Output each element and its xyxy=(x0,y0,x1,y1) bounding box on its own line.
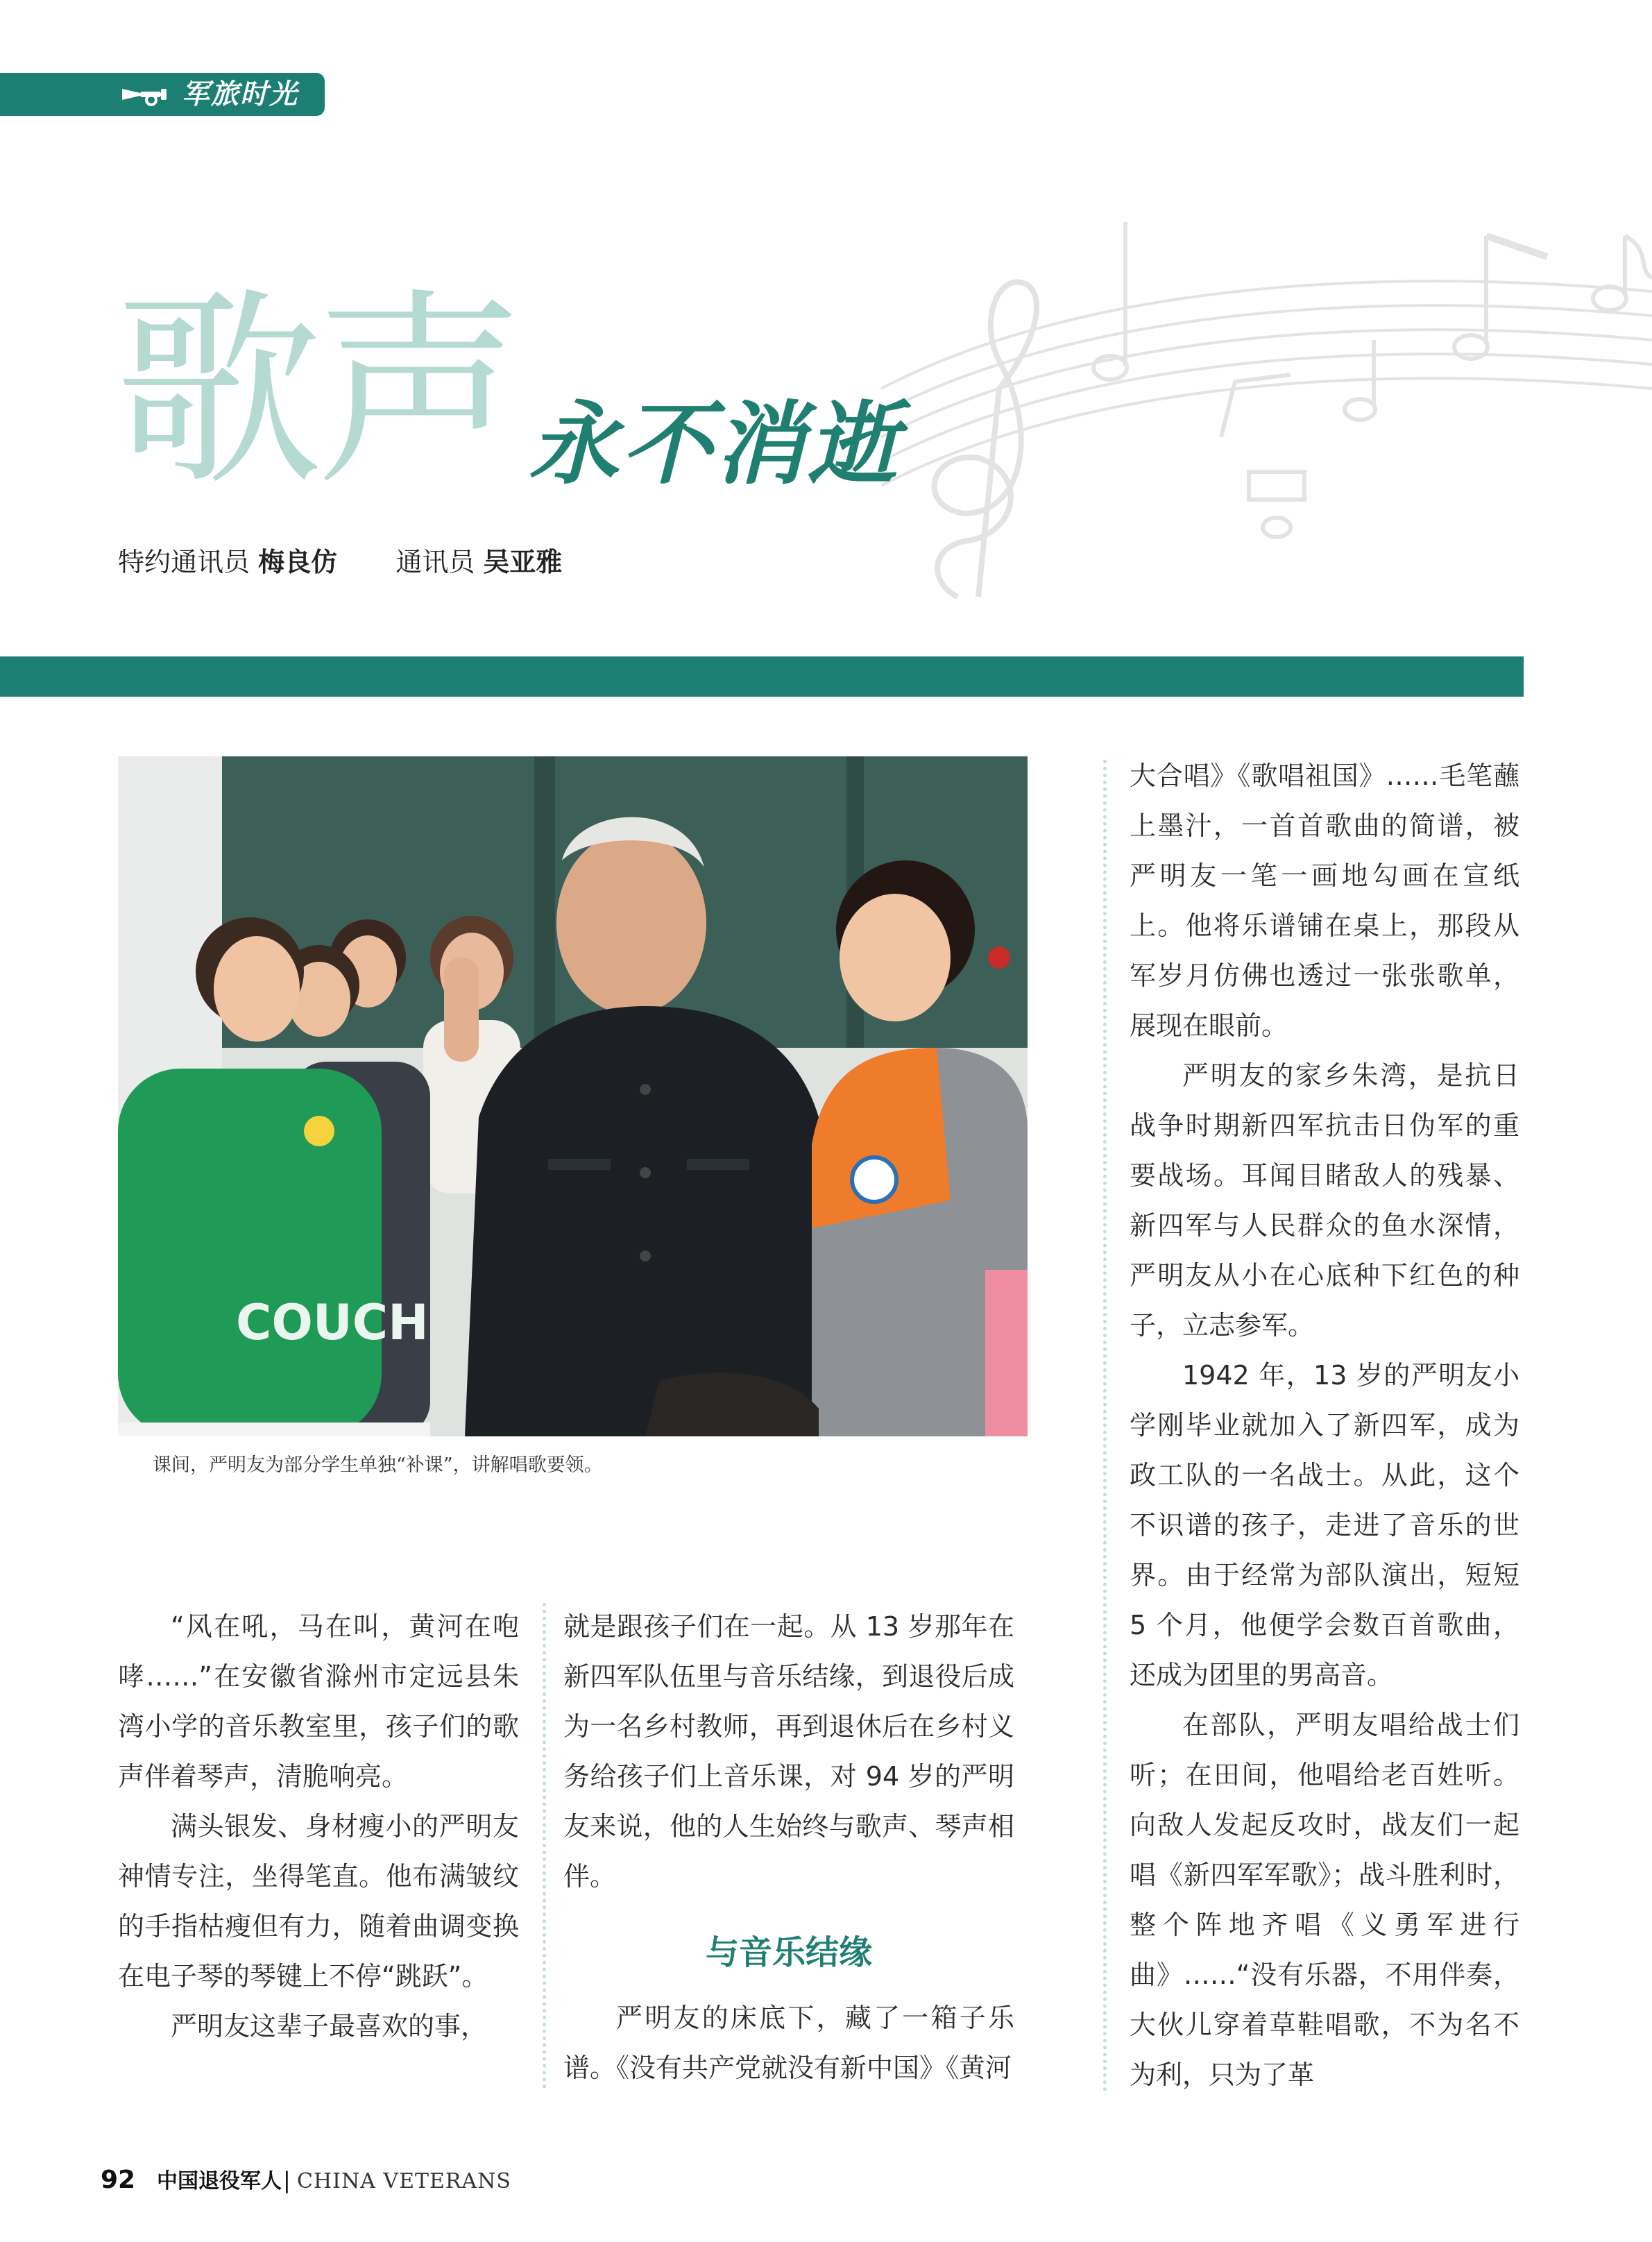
paragraph: 1942 年，13 岁的严明友小学刚毕业就加入了新四军，成为政工队的一名战士。从此，这个不识谱的孩子，走进了音乐的世界。由于经常为部队演出，短短 5 个月，他便学会数百首歌曲，还成为团里的男高音。 xyxy=(1130,1360,1519,1690)
header-band xyxy=(0,656,1524,697)
music-staff-decoration xyxy=(860,208,1652,625)
section-label: 军旅时光 xyxy=(182,78,298,110)
svg-text:COUCH: COUCH xyxy=(236,1294,429,1351)
paragraph: 严明友的床底下，藏了一箱子乐谱。《没有共产党就没有新中国》《黄河 xyxy=(563,2003,1014,2083)
byline-name-2: 吴亚雅 xyxy=(483,547,563,577)
classroom-photo xyxy=(118,756,1028,1436)
magazine-name-english: CHINA VETERANS xyxy=(297,2169,511,2193)
paragraph: 就是跟孩子们在一起。从 13 岁那年在新四军队伍里与音乐结缘，到退役后成为一名乡村教师，再到退休后在乡村义务给孩子们上音乐课，对 94 岁的严明友来说，他的人生始终与歌声、琴声相伴。 xyxy=(563,1611,1014,1892)
subheading: 与音乐结缘 xyxy=(705,1933,872,1972)
byline-name-1: 梅良仿 xyxy=(258,547,338,577)
trumpet-icon xyxy=(119,82,169,107)
byline-role-1: 特约通讯员 xyxy=(118,547,250,577)
page-number: 92 xyxy=(101,2166,136,2194)
paragraph: “风在吼，马在叫，黄河在咆哮……”在安徽省滁州市定远县朱湾小学的音乐教室里，孩子们的歌声伴着琴声，清脆响亮。 xyxy=(118,1611,519,1792)
magazine-name: 中国退役军人 xyxy=(157,2169,282,2193)
paragraph: 严明友的家乡朱湾，是抗日战争时期新四军抗击日伪军的重要战场。耳闻目睹敌人的残暴、新四军与人民群众的鱼水深情，严明友从小在心底种下红色的种子，立志参军。 xyxy=(1130,1060,1519,1341)
footer-separator: | xyxy=(283,2167,291,2193)
paragraph: 满头银发、身材瘦小的严明友神情专注，坐得笔直。他布满皱纹的手指枯瘦但有力，随着曲调变换在电子琴的琴键上不停“跳跃”。 xyxy=(118,1811,519,1992)
paragraph: 在部队，严明友唱给战士们听；在田间，他唱给老百姓听。向敌人发起反攻时，战友们一起唱《新四军军歌》；战斗胜利时，整个阵地齐唱《义勇军进行曲》……“没有乐器，不用伴奏，大伙儿穿着草鞋唱歌，不为名不为利，只为了革 xyxy=(1130,1710,1519,2090)
article-column-2 xyxy=(563,1602,1014,2093)
title-sub: 永不消逝 xyxy=(529,391,901,497)
byline xyxy=(118,543,562,581)
column-divider xyxy=(543,1603,546,2089)
byline-role-2: 通讯员 xyxy=(395,547,475,577)
article-column-3 xyxy=(1130,751,1519,2100)
title-main: 歌声 xyxy=(114,271,517,513)
paragraph: 大合唱》《歌唱祖国》……毛笔蘸上墨汁，一首首歌曲的简谱，被严明友一笔一画地勾画在宣纸上。他将乐谱铺在桌上，那段从军岁月仿佛也透过一张张歌单，展现在眼前。 xyxy=(1130,761,1519,1041)
photo-caption: 课间，严明友为部分学生单独“补课”，讲解唱歌要领。 xyxy=(153,1454,603,1476)
column-divider xyxy=(1103,760,1107,2092)
paragraph: 严明友这辈子最喜欢的事， xyxy=(171,2011,488,2041)
article-column-1 xyxy=(118,1602,519,2051)
